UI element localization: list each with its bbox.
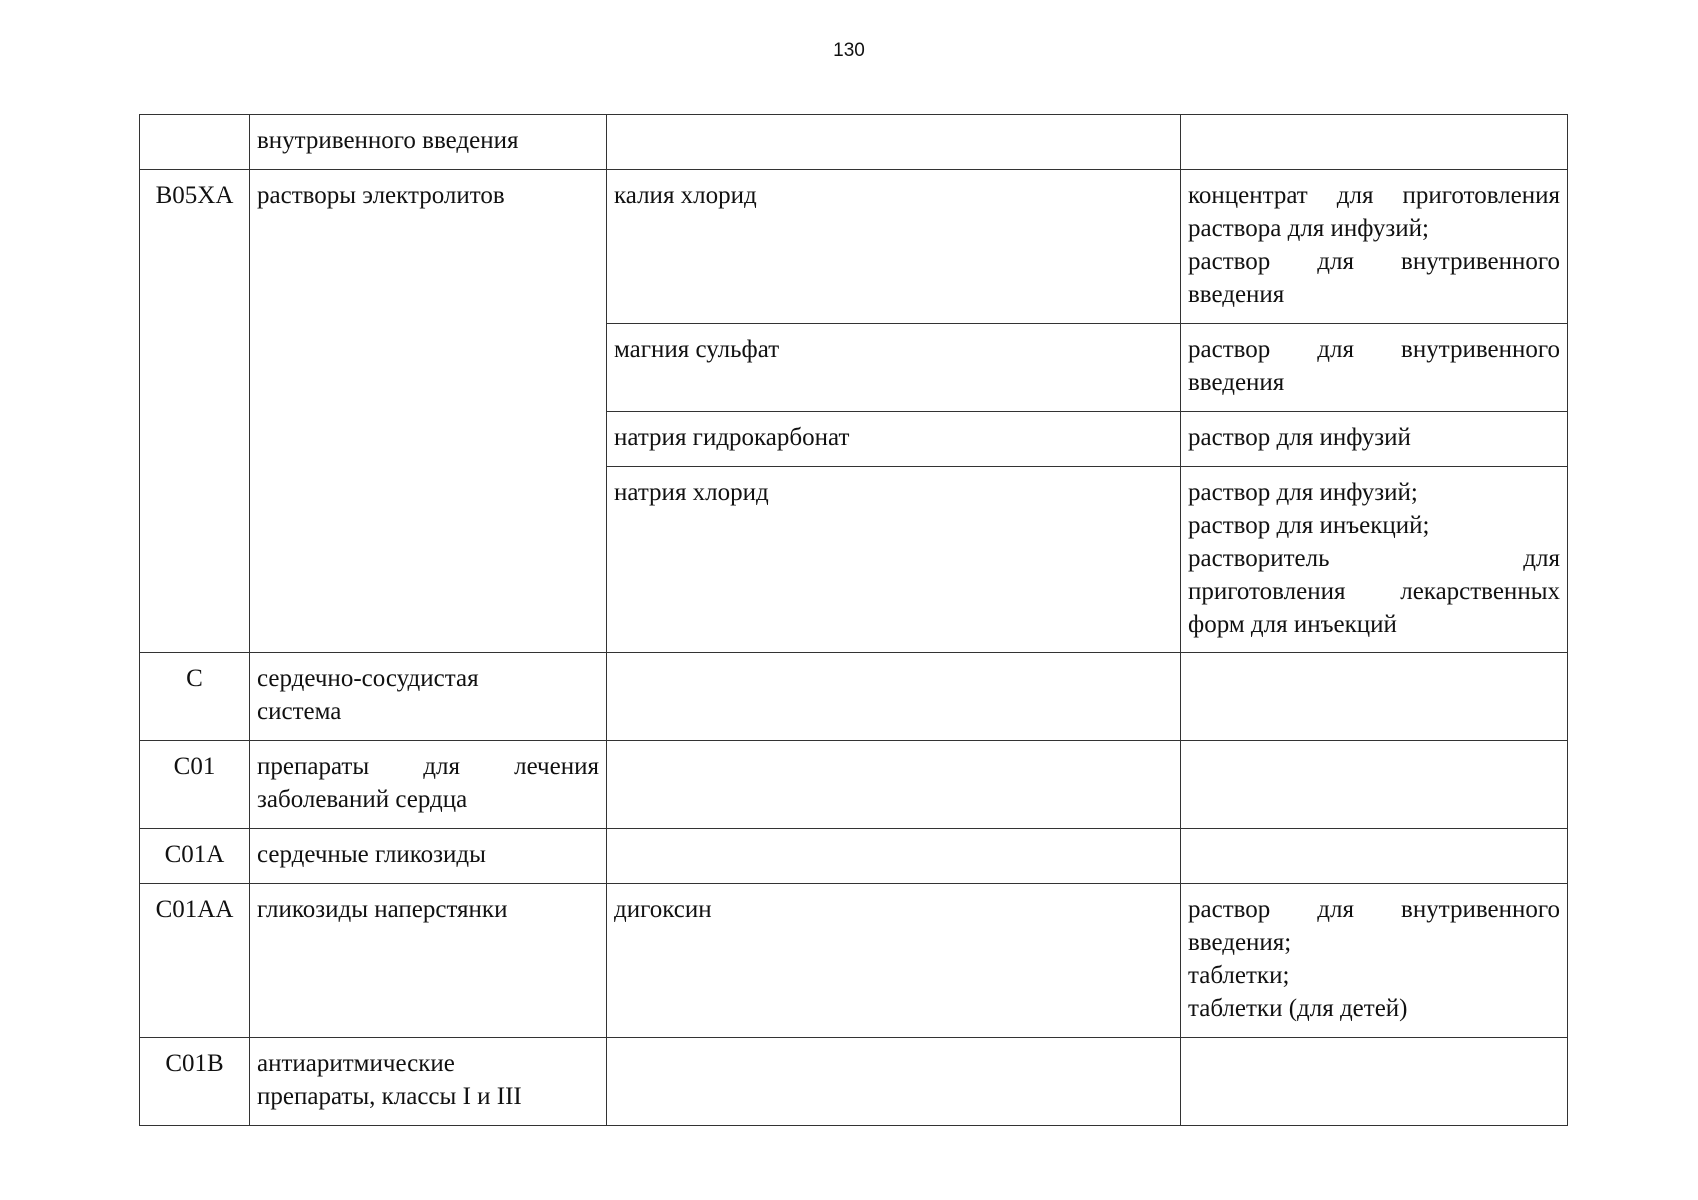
table-row: [140, 884, 1568, 1038]
drug-cell: калия хлорид: [607, 170, 1181, 324]
forms-cell: [1181, 467, 1568, 653]
forms-cell: [1181, 324, 1568, 412]
table-row: [140, 829, 1568, 884]
drug-table: [139, 114, 1568, 1126]
form-line: раствор для внутривенного: [1188, 248, 1560, 275]
group-cell: внутривенного введения: [250, 115, 607, 170]
atc-code-cell: C: [140, 653, 250, 741]
forms-cell: [1181, 829, 1568, 884]
drug-cell: [607, 653, 1181, 741]
drug-cell: [607, 829, 1181, 884]
group-cell: [250, 1038, 607, 1126]
form-line: таблетки;: [1188, 962, 1290, 989]
table-row: [140, 653, 1568, 741]
form-line: раствор для внутривенного: [1188, 896, 1560, 923]
drug-cell: магния сульфат: [607, 324, 1181, 412]
group-cell: сердечные гликозиды: [250, 829, 607, 884]
group-line: антиаритмические: [257, 1050, 455, 1077]
forms-cell: [1181, 741, 1568, 829]
group-cell: растворы электролитов: [250, 170, 607, 653]
forms-cell: [1181, 1038, 1568, 1126]
group-cell: [250, 741, 607, 829]
group-line: препараты для лечения: [257, 753, 599, 780]
group-line: заболеваний сердца: [257, 786, 468, 813]
group-cell: гликозиды наперстянки: [250, 884, 607, 1038]
form-line: приготовления лекарственных: [1188, 578, 1560, 605]
forms-cell: [1181, 115, 1568, 170]
form-line: концентрат для приготовления: [1188, 182, 1560, 209]
form-line: раствора для инфузий;: [1188, 215, 1429, 242]
atc-code-cell: B05XA: [140, 170, 250, 653]
forms-cell: [1181, 170, 1568, 324]
forms-cell: [1181, 653, 1568, 741]
form-line: раствор для внутривенного: [1188, 336, 1560, 363]
table-row: [140, 170, 1568, 324]
atc-code-cell: C01: [140, 741, 250, 829]
form-line: раствор для инфузий: [1188, 424, 1411, 451]
forms-cell: [1181, 884, 1568, 1038]
drug-cell: [607, 115, 1181, 170]
table-row: [140, 115, 1568, 170]
group-line: система: [257, 698, 342, 725]
form-line: растворитель для: [1188, 545, 1560, 572]
drug-cell: [607, 1038, 1181, 1126]
table-row: [140, 741, 1568, 829]
atc-code-cell: C01B: [140, 1038, 250, 1126]
page-number: 130: [833, 40, 865, 61]
form-line: раствор для инъекций;: [1188, 512, 1430, 539]
atc-code-cell: C01A: [140, 829, 250, 884]
form-line: введения;: [1188, 929, 1292, 956]
drug-cell: дигоксин: [607, 884, 1181, 1038]
form-line: введения: [1188, 281, 1285, 308]
group-line: сердечно-сосудистая: [257, 665, 479, 692]
form-line: форм для инъекций: [1188, 611, 1397, 638]
drug-cell: натрия гидрокарбонат: [607, 412, 1181, 467]
forms-cell: [1181, 412, 1568, 467]
form-line: введения: [1188, 369, 1285, 396]
drug-cell: [607, 741, 1181, 829]
form-line: раствор для инфузий;: [1188, 479, 1418, 506]
form-line: таблетки (для детей): [1188, 995, 1408, 1022]
group-cell: [250, 653, 607, 741]
atc-code-cell: C01AA: [140, 884, 250, 1038]
drug-cell: натрия хлорид: [607, 467, 1181, 653]
atc-code-cell: [140, 115, 250, 170]
table-row: [140, 1038, 1568, 1126]
group-line: препараты, классы I и III: [257, 1083, 522, 1110]
